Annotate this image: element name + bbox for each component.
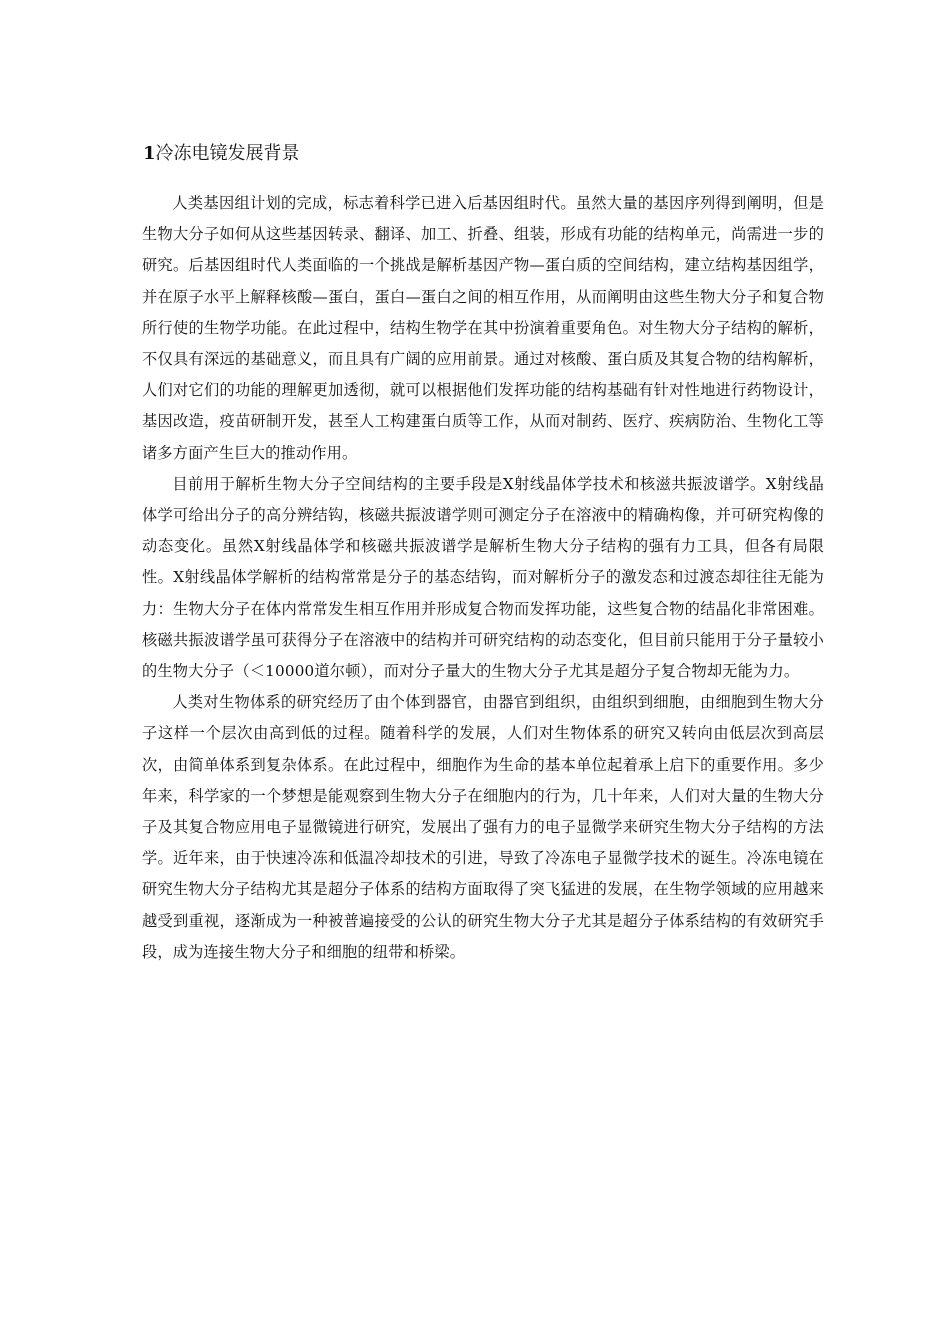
- section-heading: [143, 141, 300, 167]
- section-title: 冷冻电镜发展背景: [155, 143, 300, 164]
- body-text: [142, 188, 824, 968]
- paragraph-1: 人类基因组计划的完成，标志着科学已进入后基因组时代。虽然大量的基因序列得到阐明，但是生物大分子如何从这些基因转录、翻译、加工、折叠、组装，形成有功能的结构单元，尚需进一步的研究。后基因组时代人类面临的一个挑战是解析基因产物—蛋白质的空间结构，建立结构基因组学，并在原子水平上解释核酸—蛋白，蛋白—蛋白之间的相互作用，从而阐明由这些生物大分子和复合物所行使的生物学功能。在此过程中，结构生物学在其中扮演着重要角色。对生物大分子结构的解析，不仅具有深远的基础意义，而且具有广阔的应用前景。通过对核酸、蛋白质及其复合物的结构解析，人们对它们的功能的理解更加透彻，就可以根据他们发挥功能的结构基础有针对性地进行药物设计，基因改造，疫苗研制开发，甚至人工构建蛋白质等工作，从而对制药、医疗、疾病防治、生物化工等诸多方面产生巨大的推动作用。: [142, 194, 824, 462]
- section-number: 1: [143, 143, 156, 164]
- paragraph-2: 目前用于解析生物大分子空间结构的主要手段是X射线晶体学技术和核滋共振波谱学。X射线晶体学可给出分子的高分辨结钩，核磁共振波谱学则可测定分子在溶液中的精确构像，并可研究构像的动态变化。虽然X射线晶体学和核磁共振波谱学是解析生物大分子结构的强有力工具，但各有局限性。X射线晶体学解析的结构常常是分子的基态结钩，而对解析分子的激发态和过渡态却往往无能为力：生物大分子在体内常常发生相互作用并形成复合物而发挥功能，这些复合物的结晶化非常困难。核磁共振波谱学虽可获得分子在溶液中的结构并可研究结构的动态变化，但目前只能用于分子量较小的生物大分子（＜10000道尔顿），而对分子量大的生物大分子尤其是超分子复合物却无能为力。: [142, 474, 824, 681]
- paragraph-3: 人类对生物体系的研究经历了由个体到器官，由器官到组织，由组织到细胞，由细胞到生物大分子这样一个层次由高到低的过程。随着科学的发展，人们对生物体系的研究又转向由低层次到高层次，由简单体系到复杂体系。在此过程中，细胞作为生命的基本单位起着承上启下的重要作用。多少年来，科学家的一个梦想是能观察到生物大分子在细胞内的行为，几十年来，人们对大量的生物大分子及其复合物应用电子显微镜进行研究，发展出了强有力的电子显微学来研究生物大分子结构的方法学。近年来，由于快速冷冻和低温冷却技术的引进，导致了冷冻电子显微学技术的诞生。冷冻电镜在研究生物大分子结构尤其是超分子体系的结构方面取得了突飞猛进的发展，在生物学领域的应用越来越受到重视，逐渐成为一种被普遍接受的公认的研究生物大分子尤其是超分子体系结构的有效研究手段，成为连接生物大分子和细胞的纽带和桥梁。: [142, 693, 824, 961]
